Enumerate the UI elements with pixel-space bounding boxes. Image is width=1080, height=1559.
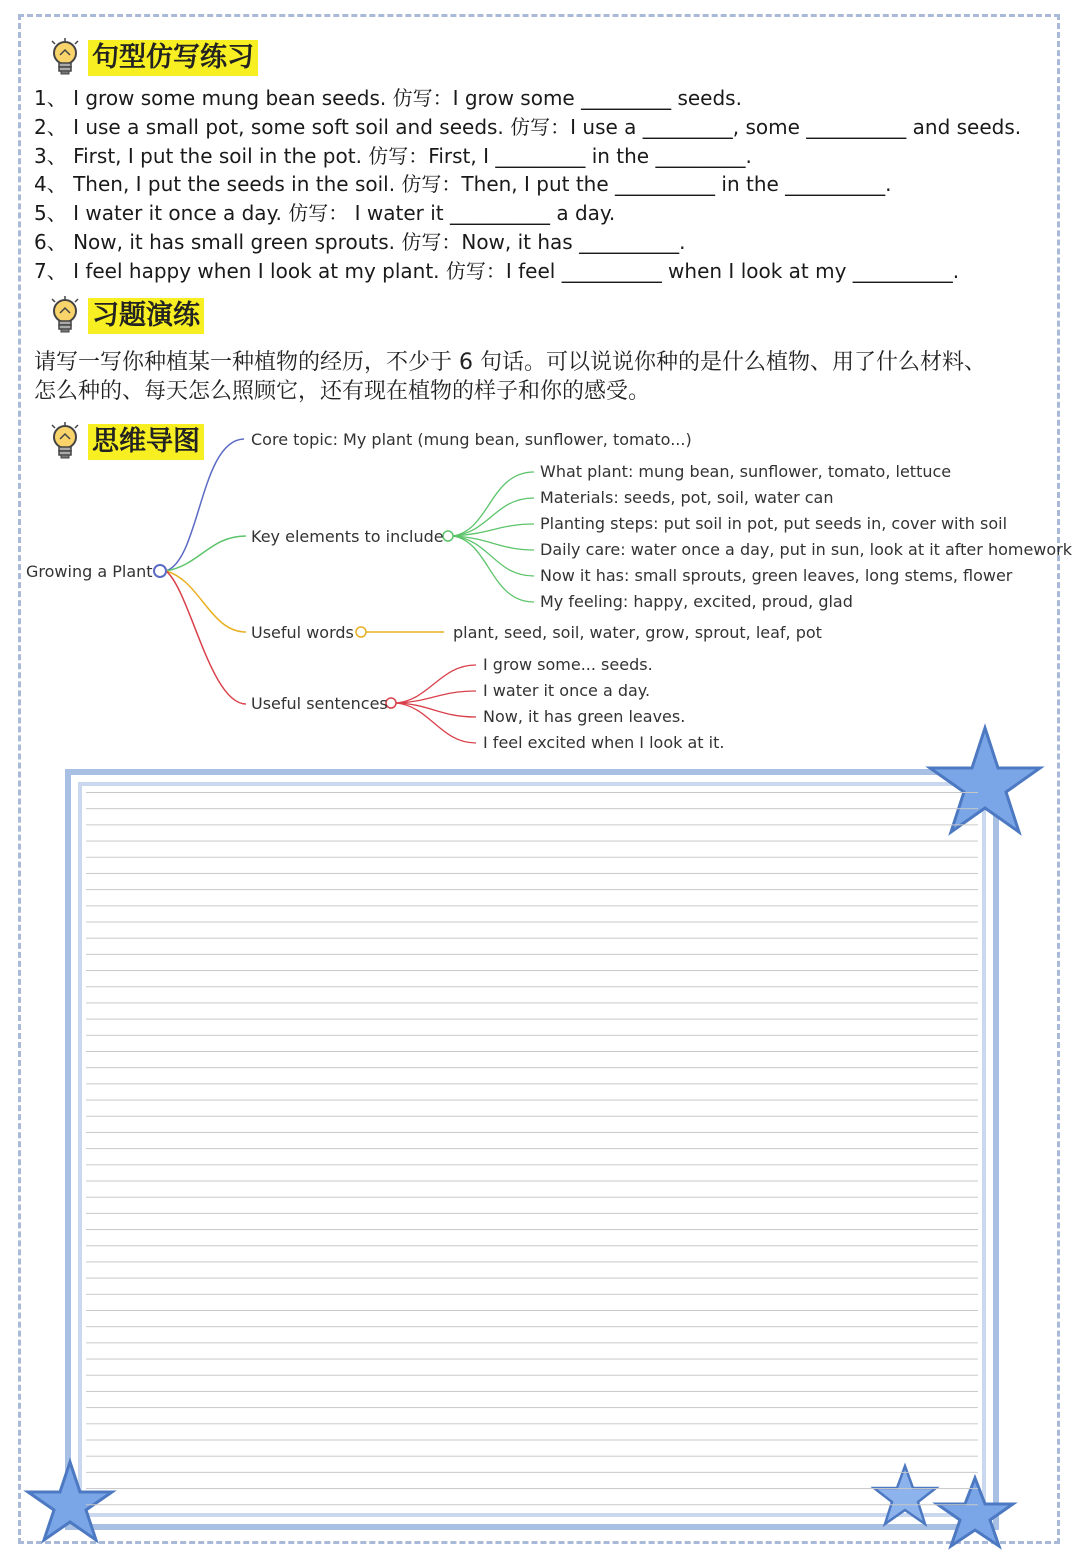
task-line: 请写一写你种植某一种植物的经历，不少于 6 句话。可以说说你种的是什么植物、用了什么材料、 bbox=[34, 350, 986, 375]
mindmap-sentence-item: I water it once a day. bbox=[483, 681, 651, 700]
mindmap-useful-sentences-label: Useful sentences bbox=[251, 694, 388, 713]
mindmap-key-item: Now it has: small sprouts, green leaves, long stems, flower bbox=[540, 566, 1013, 585]
exercise-item: 1、 I grow some mung bean seeds. 仿写：I grow some _________ seeds. bbox=[34, 86, 742, 110]
exercise-item: 7、 I feel happy when I look at my plant. 仿写：I feel __________ when I look at my __________. bbox=[34, 259, 960, 283]
exercise-item: 5、 I water it once a day. 仿写： I water it __________ a day. bbox=[34, 201, 616, 225]
mindmap-key-item: Daily care: water once a day, put in sun, look at it after homework bbox=[540, 540, 1073, 559]
exercise-item: 4、 Then, I put the seeds in the soil. 仿写：Then, I put the __________ in the __________. bbox=[34, 172, 892, 196]
mindmap-key-item: My feeling: happy, excited, proud, glad bbox=[540, 592, 853, 611]
section-title: 思维导图 bbox=[88, 424, 204, 460]
exercise-item: 6、 Now, it has small green sprouts. 仿写：Now, it has __________. bbox=[34, 230, 686, 254]
section-title: 句型仿写练习 bbox=[88, 40, 258, 76]
mindmap-key-item: Planting steps: put soil in pot, put seeds in, cover with soil bbox=[540, 514, 1008, 533]
mindmap-useful-words-text: plant, seed, soil, water, grow, sprout, leaf, pot bbox=[453, 623, 822, 642]
mindmap-root: Growing a Plant bbox=[26, 562, 153, 581]
mindmap-key-elements-label: Key elements to include bbox=[251, 527, 444, 546]
task-line: 怎么种的、每天怎么照顾它，还有现在植物的样子和你的感受。 bbox=[34, 379, 651, 404]
mindmap-sentence-item: Now, it has green leaves. bbox=[483, 707, 686, 726]
mindmap-sentence-item: I feel excited when I look at it. bbox=[483, 733, 725, 752]
mindmap-key-item: Materials: seeds, pot, soil, water can bbox=[540, 488, 834, 507]
mindmap-key-item: What plant: mung bean, sunflower, tomato, lettuce bbox=[540, 462, 952, 481]
mindmap-sentence-item: I grow some... seeds. bbox=[483, 655, 653, 674]
mindmap-useful-words-label: Useful words bbox=[251, 623, 354, 642]
section-title: 习题演练 bbox=[88, 298, 204, 334]
exercise-item: 2、 I use a small pot, some soft soil and seeds. 仿写：I use a _________, some __________ and seeds. bbox=[34, 115, 1022, 139]
exercise-item: 3、 First, I put the soil in the pot. 仿写：First, I _________ in the _________. bbox=[34, 144, 752, 168]
writing-lines[interactable] bbox=[86, 792, 978, 1506]
mindmap-core-topic: Core topic: My plant (mung bean, sunflower, tomato...) bbox=[251, 430, 692, 449]
